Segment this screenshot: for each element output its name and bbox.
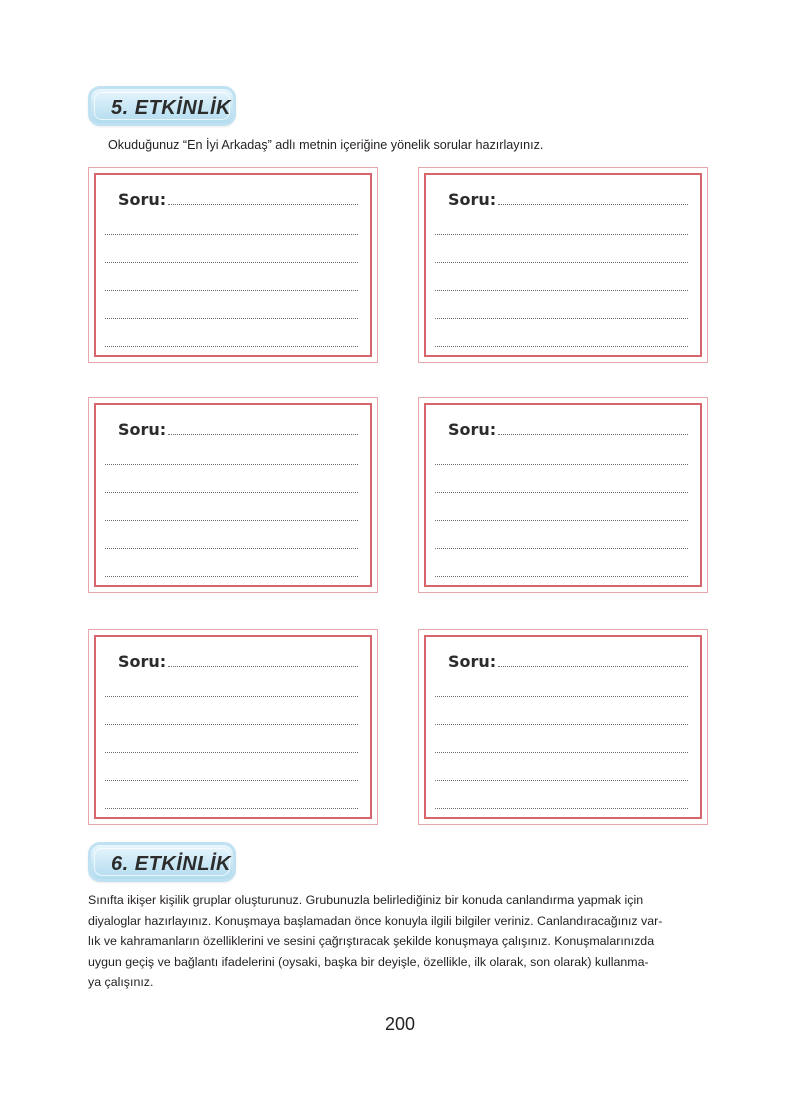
answer-write-line[interactable] bbox=[435, 492, 688, 493]
card-border bbox=[94, 173, 372, 357]
instruction-line: lık ve kahramanların özelliklerini ve sesini çağrıştıracak şekilde konuşmaya çalışınız. Konuşmalarınızda bbox=[88, 934, 655, 949]
question-write-line[interactable] bbox=[498, 666, 688, 667]
card-border bbox=[424, 635, 702, 819]
answer-write-line[interactable] bbox=[435, 576, 688, 577]
card-border bbox=[94, 635, 372, 819]
answer-write-line[interactable] bbox=[105, 780, 358, 781]
answer-write-line[interactable] bbox=[105, 696, 358, 697]
question-row bbox=[448, 417, 688, 439]
answer-write-line[interactable] bbox=[435, 808, 688, 809]
question-write-line[interactable] bbox=[498, 204, 688, 205]
answer-write-line[interactable] bbox=[105, 290, 358, 291]
answer-write-line[interactable] bbox=[435, 234, 688, 235]
card-border bbox=[94, 403, 372, 587]
question-row bbox=[118, 417, 358, 439]
question-label: Soru: bbox=[448, 190, 497, 209]
answer-write-line[interactable] bbox=[105, 318, 358, 319]
answer-write-line[interactable] bbox=[435, 548, 688, 549]
question-card bbox=[418, 397, 708, 593]
question-write-line[interactable] bbox=[168, 666, 358, 667]
answer-write-line[interactable] bbox=[105, 262, 358, 263]
instruction-line: Sınıfta ikişer kişilik gruplar oluşturunuz. Grubunuzla belirlediğiniz bir konuda canlandırma yapmak için bbox=[88, 893, 644, 907]
answer-write-line[interactable] bbox=[105, 752, 358, 753]
answer-write-line[interactable] bbox=[435, 290, 688, 291]
card-border bbox=[424, 173, 702, 357]
answer-write-line[interactable] bbox=[105, 464, 358, 465]
activity-6-instructions bbox=[88, 890, 710, 993]
answer-write-line[interactable] bbox=[105, 234, 358, 235]
answer-write-line[interactable] bbox=[105, 548, 358, 549]
question-row bbox=[118, 187, 358, 209]
question-label: Soru: bbox=[118, 652, 167, 671]
question-label: Soru: bbox=[118, 190, 167, 209]
answer-write-line[interactable] bbox=[435, 520, 688, 521]
question-row bbox=[448, 649, 688, 671]
answer-write-line[interactable] bbox=[435, 318, 688, 319]
activity-6-title: 6. ETKİNLİK bbox=[111, 853, 231, 875]
instruction-line: ya çalışınız. bbox=[88, 975, 154, 990]
question-card bbox=[88, 397, 378, 593]
answer-write-line[interactable] bbox=[435, 696, 688, 697]
activity-6-badge bbox=[88, 842, 236, 882]
activity-5-instruction: Okuduğunuz “En İyi Arkadaş” adlı metnin içeriğine yönelik sorular hazırlayınız. bbox=[108, 138, 544, 152]
question-write-line[interactable] bbox=[168, 434, 358, 435]
card-border bbox=[424, 403, 702, 587]
answer-write-line[interactable] bbox=[105, 492, 358, 493]
answer-write-line[interactable] bbox=[105, 808, 358, 809]
question-write-line[interactable] bbox=[168, 204, 358, 205]
question-card bbox=[88, 629, 378, 825]
answer-write-line[interactable] bbox=[435, 262, 688, 263]
question-label: Soru: bbox=[448, 652, 497, 671]
instruction-line: uygun geçiş ve bağlantı ifadelerini (oysaki, başka bir deyişle, özellikle, ilk olarak, son olarak) kullanma- bbox=[88, 954, 649, 969]
question-label: Soru: bbox=[448, 420, 497, 439]
answer-write-line[interactable] bbox=[105, 724, 358, 725]
answer-write-line[interactable] bbox=[105, 346, 358, 347]
answer-write-line[interactable] bbox=[435, 464, 688, 465]
answer-write-line[interactable] bbox=[435, 346, 688, 347]
question-write-line[interactable] bbox=[498, 434, 688, 435]
answer-write-line[interactable] bbox=[105, 520, 358, 521]
activity-5-badge bbox=[88, 86, 236, 126]
question-row bbox=[118, 649, 358, 671]
instruction-line: diyaloglar hazırlayınız. Konuşmaya başlamadan önce konuyla ilgili bilgiler veriniz. Canlandıracağınız var- bbox=[88, 913, 663, 928]
answer-write-line[interactable] bbox=[435, 724, 688, 725]
question-card bbox=[418, 629, 708, 825]
answer-write-line[interactable] bbox=[435, 780, 688, 781]
question-row bbox=[448, 187, 688, 209]
activity-5-title: 5. ETKİNLİK bbox=[111, 97, 231, 119]
page-number: 200 bbox=[384, 1014, 416, 1034]
answer-write-line[interactable] bbox=[435, 752, 688, 753]
question-card bbox=[418, 167, 708, 363]
question-label: Soru: bbox=[118, 420, 167, 439]
answer-write-line[interactable] bbox=[105, 576, 358, 577]
question-card bbox=[88, 167, 378, 363]
